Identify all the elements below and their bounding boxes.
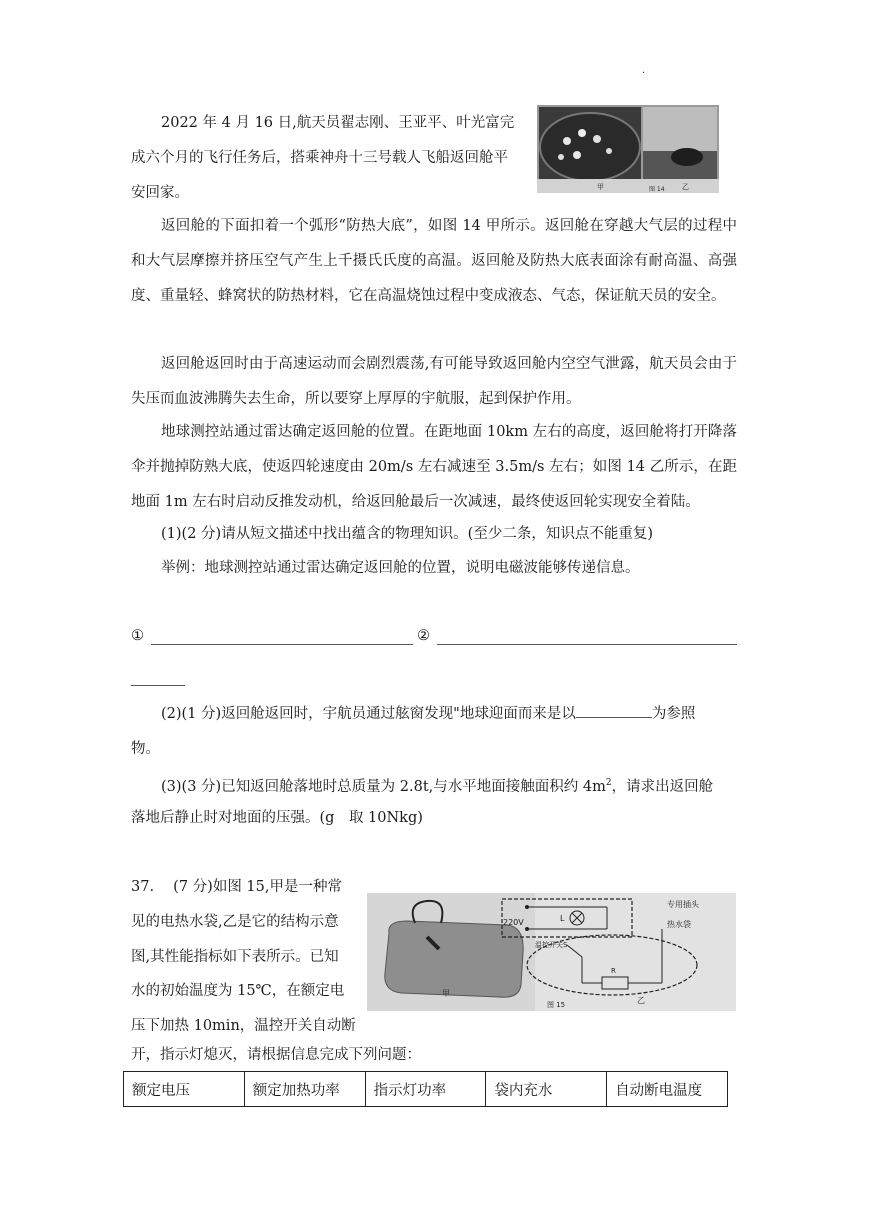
figure-15-label-jia: 甲 — [442, 989, 450, 998]
figure-15-label-yi: 乙 — [637, 996, 645, 1005]
table-header-cell: 自动断电温度 — [607, 1072, 728, 1107]
q36-intro-line-3: 安回家。 — [131, 185, 189, 201]
figure-15-switch-label: 温控开关S — [535, 941, 568, 949]
q37-line-3: 图,其性能指标如下表所示。已知 — [131, 949, 339, 965]
q37-line-5: 压下加热 10min，温控开关自动断 — [131, 1018, 356, 1034]
q36-sub2-text-before: (2)(1 分)返回舱返回时，宇航员通过舷窗发现"地球迎面而来是以 — [161, 706, 576, 722]
q37-line-4: 水的初始温度为 15℃，在额定电 — [131, 983, 345, 999]
q36-subquestion-3-line-2: 落地后静止时对地面的压强。(g 取 10Nkg) — [131, 810, 423, 826]
figure-15-lamp-label: L — [560, 914, 565, 923]
table-header-cell: 额定电压 — [124, 1072, 245, 1107]
answer-blank-2[interactable] — [437, 628, 737, 645]
q36-paragraph-2: 返回舱的下面扣着一个弧形“防热大底”，如图 14 甲所示。返回舱在穿越大气层的过程中和大气层摩擦并挤压空气产生上千摄氏氏度的高温。返回舱及防热大底表面涂有耐高温、高强度、重量轻、蜂窝状的防热材料，它在高温烧蚀过程中变成液态、气态，保证航天员的安全。 — [131, 218, 737, 304]
table-header-cell: 额定加热功率 — [244, 1072, 365, 1107]
q36-intro-line-2: 成六个月的飞行任务后，搭乘神舟十三号载人飞船返回舱平 — [131, 150, 508, 166]
figure-15-voltage-label: 220V — [503, 918, 524, 927]
q36-intro-line-1: 2022 年 4 月 16 日,航天员翟志刚、王亚平、叶光富完 — [161, 115, 515, 131]
figure-15-bag-label: 热水袋 — [667, 920, 691, 929]
table-header-row — [124, 1072, 728, 1107]
q36-paragraph-3: 返回舱返回时由于高速运动而会剧烈震荡,有可能导致返回舱内空空气泄露，航天员会由于失压而血波沸腾失去生命，所以要穿上厚厚的宇航服，起到保护作用。 — [131, 356, 737, 407]
table-header-cell: 指示灯功率 — [365, 1072, 486, 1107]
spec-table — [123, 1071, 728, 1107]
q36-sub2-text-after: 为参照 — [651, 706, 696, 722]
reference-frame-blank[interactable] — [576, 701, 652, 718]
q36-subquestion-3 — [131, 766, 737, 805]
q37-line-1: 37. (7 分)如图 15,甲是一种常 — [131, 879, 342, 895]
table-header-cell: 袋内充水 — [486, 1072, 607, 1107]
q36-subquestion-2-line-2: 物。 — [131, 741, 160, 757]
figure-15-plug-label: 专用插头 — [667, 900, 699, 909]
q36-sub3-text-b: ，请求出返回舱 — [611, 778, 714, 795]
figure-14-photo — [537, 105, 719, 193]
blank-2-label: ② — [417, 628, 430, 644]
figure-14-label-yi: 乙 — [682, 183, 689, 191]
q36-subquestion-2 — [131, 697, 737, 732]
q36-sub3-superscript: 2 — [605, 778, 612, 788]
figure-14-label-jia: 甲 — [597, 183, 604, 191]
figure-15-resistor-label: R — [611, 967, 616, 975]
answer-blank-1[interactable] — [151, 628, 413, 645]
q36-answer-blanks — [131, 622, 737, 652]
figure-15-caption: 图 15 — [547, 1001, 566, 1009]
blank-1-label: ① — [131, 628, 144, 644]
page-dot: · — [642, 68, 646, 79]
q37-line-2: 见的电热水袋,乙是它的结构示意 — [131, 914, 339, 930]
figure-15-photo-and-circuit — [367, 893, 736, 1011]
figure-14-caption: 图 14 — [649, 186, 665, 193]
q36-example: 举例：地球测控站通过雷达确定返回舱的位置，说明电磁波能够传递信息。 — [161, 560, 640, 576]
q36-subquestion-1: (1)(2 分)请从短文描述中找出蕴含的物理知识。(至少二条，知识点不能重复) — [161, 526, 653, 542]
answer-blank-2-continuation[interactable] — [131, 685, 185, 686]
q37-line-6: 开，指示灯熄灭，请根据信息完成下列问题： — [131, 1047, 421, 1063]
q36-paragraph-4: 地球测控站通过雷达确定返回舱的位置。在距地面 10km 左右的高度，返回舱将打开降落伞并抛掉防熟大底，使返四轮速度由 20m/s 左右减速至 3.5m/s 左右；如图 14 乙所示，在距地面 1m 左右时启动反推发动机，给返回舱最后一次减速，最终使返回轮实现安全着陆。 — [131, 424, 737, 510]
q36-sub3-text-a: (3)(3 分)已知返回舱落地时总质量为 2.8t,与水平地面接触面积约 4m — [161, 778, 606, 795]
